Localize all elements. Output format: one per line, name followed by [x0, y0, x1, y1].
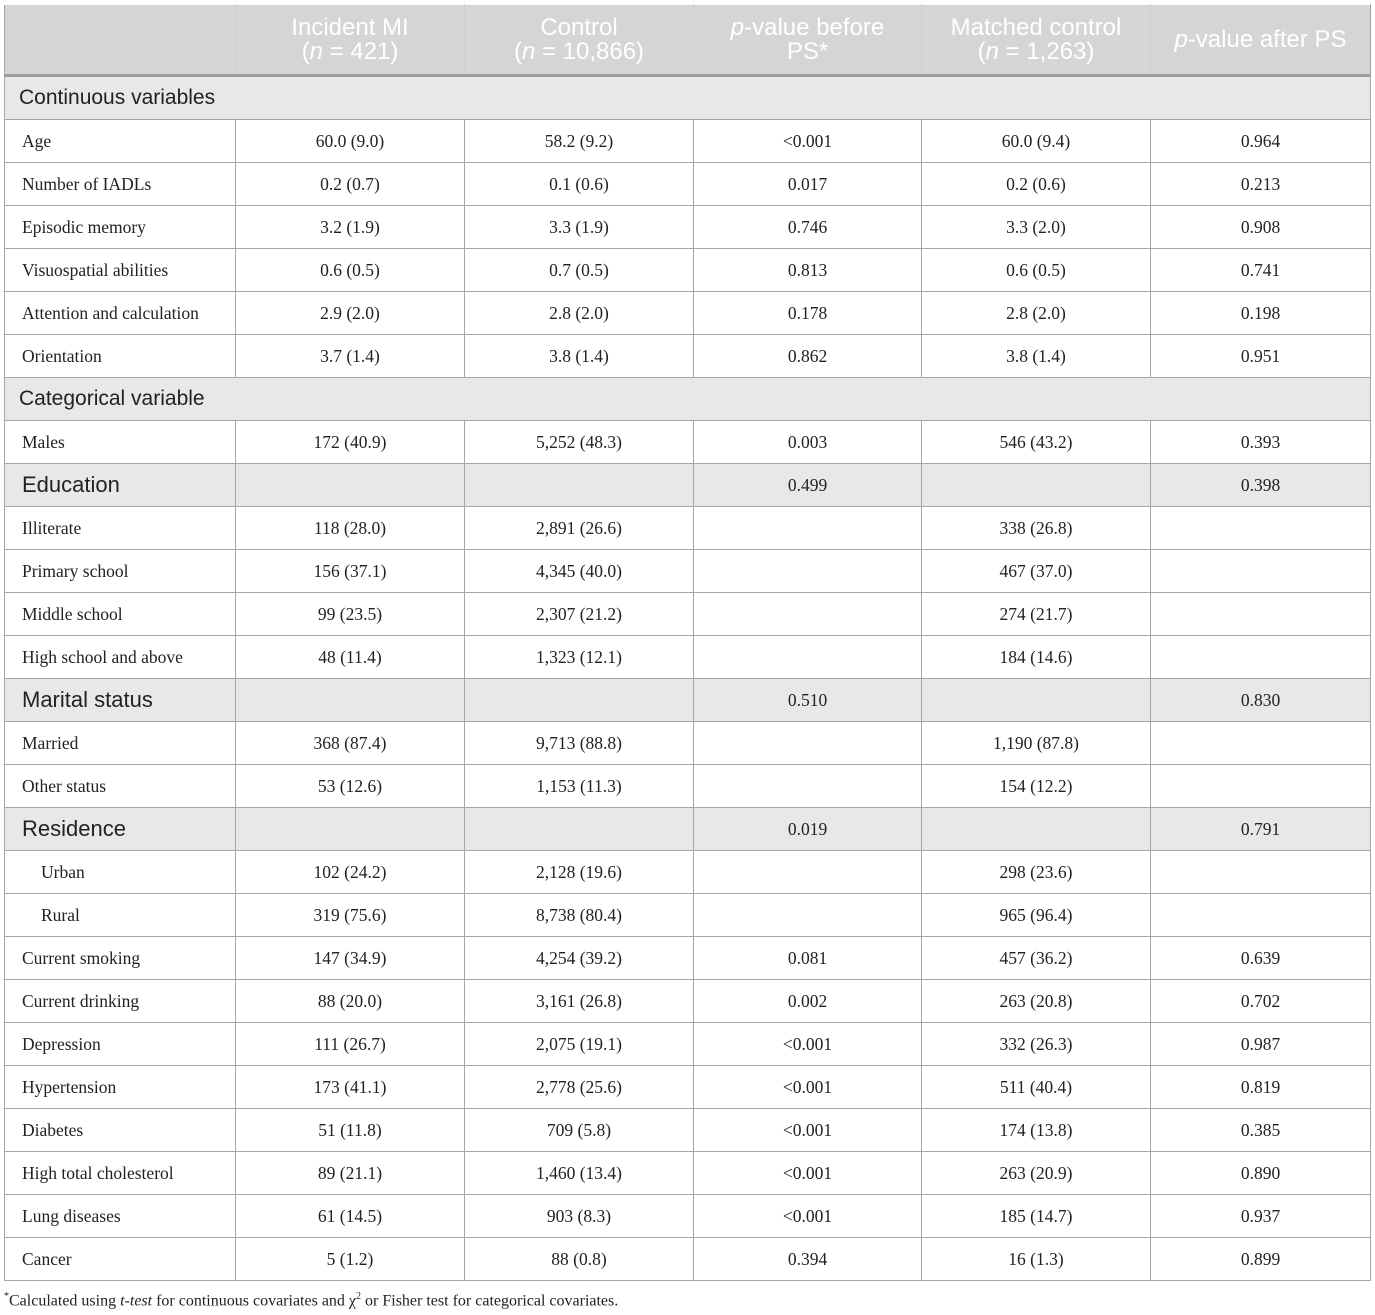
matched-control-cell: 332 (26.3): [922, 1023, 1151, 1066]
section-heading-continuous: Continuous variables: [5, 76, 1371, 120]
table-row: [5, 636, 1371, 679]
section-row-continuous: [5, 76, 1371, 120]
p-after-cell: [1151, 851, 1371, 894]
row-label: Married: [5, 722, 236, 765]
header-matched-control-title: Matched control: [950, 13, 1122, 41]
table-row: [5, 593, 1371, 636]
matched-control-cell: 174 (13.8): [922, 1109, 1151, 1152]
group-heading: Education: [5, 464, 236, 507]
incident-mi-cell: 3.7 (1.4): [236, 335, 465, 378]
table-row: [5, 335, 1371, 378]
p-after-cell: 0.951: [1151, 335, 1371, 378]
row-label: Number of IADLs: [5, 163, 236, 206]
baseline-characteristics-table: [4, 4, 1371, 1281]
matched-control-cell: 184 (14.6): [922, 636, 1151, 679]
header-matched-control: [922, 5, 1151, 76]
p-before-cell: <0.001: [694, 1023, 922, 1066]
incident-mi-cell: 111 (26.7): [236, 1023, 465, 1066]
table-row: [5, 894, 1371, 937]
matched-control-cell: 274 (21.7): [922, 593, 1151, 636]
control-cell: 2,128 (19.6): [465, 851, 694, 894]
table-row: [5, 507, 1371, 550]
control-cell: 88 (0.8): [465, 1238, 694, 1281]
control-cell: 3.3 (1.9): [465, 206, 694, 249]
incident-mi-cell: 3.2 (1.9): [236, 206, 465, 249]
incident-mi-cell: 99 (23.5): [236, 593, 465, 636]
p-before-cell: [694, 722, 922, 765]
incident-mi-cell: 53 (12.6): [236, 765, 465, 808]
p-after-cell: 0.702: [1151, 980, 1371, 1023]
control-cell: [465, 464, 694, 507]
table-row: [5, 206, 1371, 249]
row-label: Rural: [5, 894, 236, 937]
p-after-cell: 0.385: [1151, 1109, 1371, 1152]
table-header: [5, 5, 1371, 76]
header-p-after-line1: p-value after PS: [1174, 25, 1347, 53]
p-after-cell: 0.398: [1151, 464, 1371, 507]
p-after-cell: 0.937: [1151, 1195, 1371, 1238]
matched-control-cell: 338 (26.8): [922, 507, 1151, 550]
header-incident-mi-title: Incident MI: [291, 13, 409, 41]
p-before-cell: [694, 851, 922, 894]
row-label: Depression: [5, 1023, 236, 1066]
header-control: [465, 5, 694, 76]
incident-mi-cell: 172 (40.9): [236, 421, 465, 464]
matched-control-cell: 511 (40.4): [922, 1066, 1151, 1109]
incident-mi-cell: 51 (11.8): [236, 1109, 465, 1152]
incident-mi-cell: 156 (37.1): [236, 550, 465, 593]
matched-control-cell: 3.3 (2.0): [922, 206, 1151, 249]
control-cell: 903 (8.3): [465, 1195, 694, 1238]
control-cell: 0.1 (0.6): [465, 163, 694, 206]
matched-control-cell: [922, 464, 1151, 507]
table-row: [5, 1195, 1371, 1238]
matched-control-cell: 154 (12.2): [922, 765, 1151, 808]
control-cell: 4,254 (39.2): [465, 937, 694, 980]
control-cell: 2,891 (26.6): [465, 507, 694, 550]
matched-control-cell: [922, 679, 1151, 722]
row-label: Diabetes: [5, 1109, 236, 1152]
p-before-cell: [694, 550, 922, 593]
incident-mi-cell: 48 (11.4): [236, 636, 465, 679]
row-label: Middle school: [5, 593, 236, 636]
control-cell: 709 (5.8): [465, 1109, 694, 1152]
p-before-cell: 0.499: [694, 464, 922, 507]
p-after-cell: 0.964: [1151, 120, 1371, 163]
p-after-cell: 0.890: [1151, 1152, 1371, 1195]
p-before-cell: 0.178: [694, 292, 922, 335]
header-row: [5, 5, 1371, 76]
p-after-cell: [1151, 722, 1371, 765]
row-label: Current drinking: [5, 980, 236, 1023]
control-cell: 1,153 (11.3): [465, 765, 694, 808]
row-label: Episodic memory: [5, 206, 236, 249]
p-after-cell: 0.198: [1151, 292, 1371, 335]
p-after-cell: 0.908: [1151, 206, 1371, 249]
incident-mi-cell: 0.2 (0.7): [236, 163, 465, 206]
table-row: [5, 1109, 1371, 1152]
p-before-cell: 0.017: [694, 163, 922, 206]
matched-control-cell: [922, 808, 1151, 851]
p-before-cell: [694, 507, 922, 550]
p-before-cell: [694, 593, 922, 636]
p-before-cell: <0.001: [694, 1195, 922, 1238]
control-cell: 3,161 (26.8): [465, 980, 694, 1023]
header-blank-cell: [5, 5, 236, 76]
p-after-cell: 0.987: [1151, 1023, 1371, 1066]
p-after-cell: [1151, 765, 1371, 808]
table-row: [5, 1066, 1371, 1109]
p-before-cell: <0.001: [694, 1152, 922, 1195]
group-heading: Marital status: [5, 679, 236, 722]
header-incident-mi: [236, 5, 465, 76]
matched-control-cell: 263 (20.8): [922, 980, 1151, 1023]
incident-mi-cell: [236, 464, 465, 507]
control-cell: 2,075 (19.1): [465, 1023, 694, 1066]
row-label: Age: [5, 120, 236, 163]
incident-mi-cell: 0.6 (0.5): [236, 249, 465, 292]
control-cell: 1,460 (13.4): [465, 1152, 694, 1195]
control-cell: 5,252 (48.3): [465, 421, 694, 464]
incident-mi-cell: 89 (21.1): [236, 1152, 465, 1195]
header-p-value-after-ps: [1151, 5, 1371, 76]
p-after-cell: 0.213: [1151, 163, 1371, 206]
incident-mi-cell: 60.0 (9.0): [236, 120, 465, 163]
p-after-cell: 0.393: [1151, 421, 1371, 464]
incident-mi-cell: 2.9 (2.0): [236, 292, 465, 335]
p-after-cell: [1151, 636, 1371, 679]
incident-mi-cell: 173 (41.1): [236, 1066, 465, 1109]
control-cell: 3.8 (1.4): [465, 335, 694, 378]
p-before-cell: 0.002: [694, 980, 922, 1023]
row-label: Lung diseases: [5, 1195, 236, 1238]
table-container: [4, 4, 1370, 1281]
table-row: [5, 249, 1371, 292]
p-after-cell: 0.819: [1151, 1066, 1371, 1109]
table-row: [5, 765, 1371, 808]
matched-control-cell: 263 (20.9): [922, 1152, 1151, 1195]
matched-control-cell: 0.2 (0.6): [922, 163, 1151, 206]
matched-control-cell: 0.6 (0.5): [922, 249, 1151, 292]
control-cell: [465, 679, 694, 722]
control-cell: 0.7 (0.5): [465, 249, 694, 292]
row-label: Illiterate: [5, 507, 236, 550]
control-cell: 9,713 (88.8): [465, 722, 694, 765]
footnote-marker: *: [4, 1291, 9, 1302]
matched-control-cell: 185 (14.7): [922, 1195, 1151, 1238]
table-row: [5, 851, 1371, 894]
group-row: [5, 464, 1371, 507]
matched-control-cell: 60.0 (9.4): [922, 120, 1151, 163]
row-label: High school and above: [5, 636, 236, 679]
matched-control-cell: 16 (1.3): [922, 1238, 1151, 1281]
incident-mi-cell: [236, 679, 465, 722]
row-label: Urban: [5, 851, 236, 894]
control-cell: 58.2 (9.2): [465, 120, 694, 163]
table-row: [5, 980, 1371, 1023]
p-before-cell: 0.019: [694, 808, 922, 851]
matched-control-cell: 298 (23.6): [922, 851, 1151, 894]
row-label: Other status: [5, 765, 236, 808]
p-after-cell: 0.830: [1151, 679, 1371, 722]
row-label: Primary school: [5, 550, 236, 593]
header-control-n: (n = 10,866): [513, 37, 645, 65]
section-row-categorical: [5, 378, 1371, 421]
p-before-cell: 0.081: [694, 937, 922, 980]
control-cell: [465, 808, 694, 851]
header-matched-control-n: (n = 1,263): [977, 37, 1095, 65]
control-cell: 2.8 (2.0): [465, 292, 694, 335]
table-body: [5, 76, 1371, 1281]
group-row: [5, 679, 1371, 722]
incident-mi-cell: 147 (34.9): [236, 937, 465, 980]
control-cell: 8,738 (80.4): [465, 894, 694, 937]
row-label: Males: [5, 421, 236, 464]
p-before-cell: 0.003: [694, 421, 922, 464]
row-label: High total cholesterol: [5, 1152, 236, 1195]
table-row: [5, 292, 1371, 335]
group-heading: Residence: [5, 808, 236, 851]
p-before-cell: [694, 765, 922, 808]
group-row: [5, 808, 1371, 851]
p-after-cell: 0.791: [1151, 808, 1371, 851]
incident-mi-cell: [236, 808, 465, 851]
p-before-cell: 0.394: [694, 1238, 922, 1281]
incident-mi-cell: 118 (28.0): [236, 507, 465, 550]
p-after-cell: 0.639: [1151, 937, 1371, 980]
p-before-cell: <0.001: [694, 1109, 922, 1152]
control-cell: 2,307 (21.2): [465, 593, 694, 636]
incident-mi-cell: 61 (14.5): [236, 1195, 465, 1238]
matched-control-cell: 467 (37.0): [922, 550, 1151, 593]
table-row: [5, 937, 1371, 980]
table-row: [5, 1238, 1371, 1281]
matched-control-cell: 457 (36.2): [922, 937, 1151, 980]
header-incident-mi-n: (n = 421): [301, 37, 399, 65]
p-before-cell: <0.001: [694, 120, 922, 163]
table-row: [5, 722, 1371, 765]
table-row: [5, 163, 1371, 206]
p-after-cell: 0.899: [1151, 1238, 1371, 1281]
incident-mi-cell: 368 (87.4): [236, 722, 465, 765]
table-row: [5, 421, 1371, 464]
row-label: Current smoking: [5, 937, 236, 980]
table-row: [5, 550, 1371, 593]
p-before-cell: <0.001: [694, 1066, 922, 1109]
matched-control-cell: 3.8 (1.4): [922, 335, 1151, 378]
table-row: [5, 1023, 1371, 1066]
incident-mi-cell: 319 (75.6): [236, 894, 465, 937]
p-before-cell: 0.510: [694, 679, 922, 722]
matched-control-cell: 1,190 (87.8): [922, 722, 1151, 765]
header-p-before-line2: PS*: [786, 37, 829, 65]
header-p-value-before-ps: [694, 5, 922, 76]
incident-mi-cell: 5 (1.2): [236, 1238, 465, 1281]
incident-mi-cell: 88 (20.0): [236, 980, 465, 1023]
p-after-cell: [1151, 894, 1371, 937]
section-heading-categorical: Categorical variable: [5, 378, 1371, 421]
row-label: Cancer: [5, 1238, 236, 1281]
p-after-cell: [1151, 593, 1371, 636]
p-before-cell: 0.862: [694, 335, 922, 378]
matched-control-cell: 2.8 (2.0): [922, 292, 1151, 335]
header-control-title: Control: [540, 13, 618, 41]
p-after-cell: [1151, 507, 1371, 550]
p-before-cell: 0.746: [694, 206, 922, 249]
row-label: Hypertension: [5, 1066, 236, 1109]
matched-control-cell: 546 (43.2): [922, 421, 1151, 464]
table-row: [5, 1152, 1371, 1195]
table-row: [5, 120, 1371, 163]
p-before-cell: [694, 636, 922, 679]
p-before-cell: [694, 894, 922, 937]
control-cell: 1,323 (12.1): [465, 636, 694, 679]
incident-mi-cell: 102 (24.2): [236, 851, 465, 894]
header-p-before-line1: p-value before: [730, 13, 885, 41]
row-label: Orientation: [5, 335, 236, 378]
p-after-cell: [1151, 550, 1371, 593]
p-before-cell: 0.813: [694, 249, 922, 292]
row-label: Visuospatial abilities: [5, 249, 236, 292]
p-after-cell: 0.741: [1151, 249, 1371, 292]
row-label: Attention and calculation: [5, 292, 236, 335]
control-cell: 2,778 (25.6): [465, 1066, 694, 1109]
control-cell: 4,345 (40.0): [465, 550, 694, 593]
matched-control-cell: 965 (96.4): [922, 894, 1151, 937]
table-footnote: *Calculated using t-test for continuous covariates and $\chi^2$ or Fisher test for categorical covariates.: [4, 1291, 619, 1310]
